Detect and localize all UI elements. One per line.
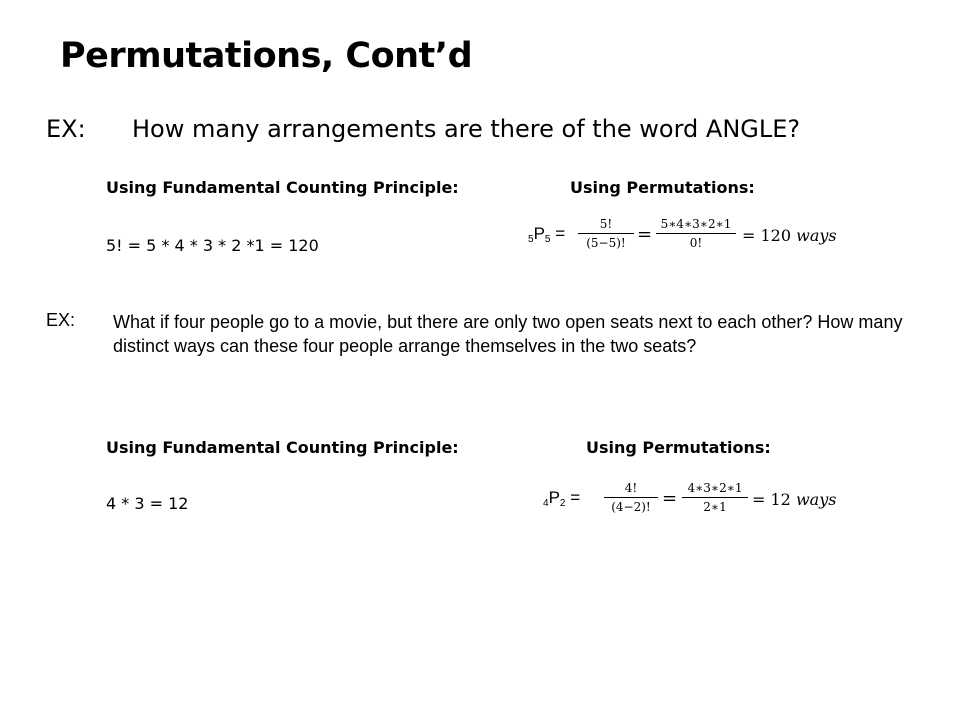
example2-result [752,490,836,509]
example1-fcp-heading: Using Fundamental Counting Principle: [106,178,459,197]
example1-fraction-2 [656,216,736,251]
example2-perm-p: P [548,488,560,507]
example1-fcp-calc: 5! = 5 * 4 * 3 * 2 *1 = 120 [106,236,319,255]
fraction-bar [604,497,658,498]
fraction-bar [656,233,736,234]
example2-frac1-num: 4! [624,481,638,495]
page-title: Permutations, Cont’d [60,36,473,76]
example2-question: What if four people go to a movie, but there are only two open seats next to each other? How many distinct ways can these four people arrange themselves in the two seats? [113,312,903,356]
example1-frac1-den: (5−5)! [586,236,626,250]
example1-perm-r: 5 [544,234,551,245]
example2-frac2-num: 4∗3∗2∗1 [687,481,743,495]
example2-fraction-2 [682,480,748,515]
example2-fraction-1 [604,480,658,515]
example1-frac2-den: 0! [689,236,703,250]
fraction-bar [682,497,748,498]
example2-result-unit: ways [795,490,837,509]
example1-result [742,226,837,245]
example1-perm-heading: Using Permutations: [570,178,755,197]
example2-perm-r: 2 [559,498,566,509]
example1-perm-n: 5 [528,234,534,245]
example1-label: EX: [46,115,86,143]
fraction-bar [578,233,634,234]
example1-perm-notation [528,224,565,245]
example1-fraction-1 [578,216,634,251]
example1-result-value: = 120 [742,226,792,245]
example2-fcp-calc: 4 * 3 = 12 [106,494,189,513]
example1-result-unit: ways [796,226,837,245]
example2-equals: = [662,488,678,509]
example1-perm-p: P [533,224,545,243]
example2-perm-heading: Using Permutations: [586,438,771,457]
example2-label: EX: [46,310,76,330]
example2-perm-notation [543,488,580,509]
example2-fcp-heading: Using Fundamental Counting Principle: [106,438,459,457]
example2-frac1-den: (4−2)! [611,500,651,514]
example1-question: How many arrangements are there of the word ANGLE? [132,115,801,143]
example1-perm-eq: = [550,224,566,243]
example1-frac2-num: 5∗4∗3∗2∗1 [660,217,732,231]
example2-perm-eq: = [565,488,581,507]
example1-equals: = [637,224,653,245]
example2-result-value: = 12 [752,490,791,509]
example1-frac1-num: 5! [599,217,613,231]
example2-perm-n: 4 [543,498,549,509]
example2-frac2-den: 2∗1 [703,500,727,514]
